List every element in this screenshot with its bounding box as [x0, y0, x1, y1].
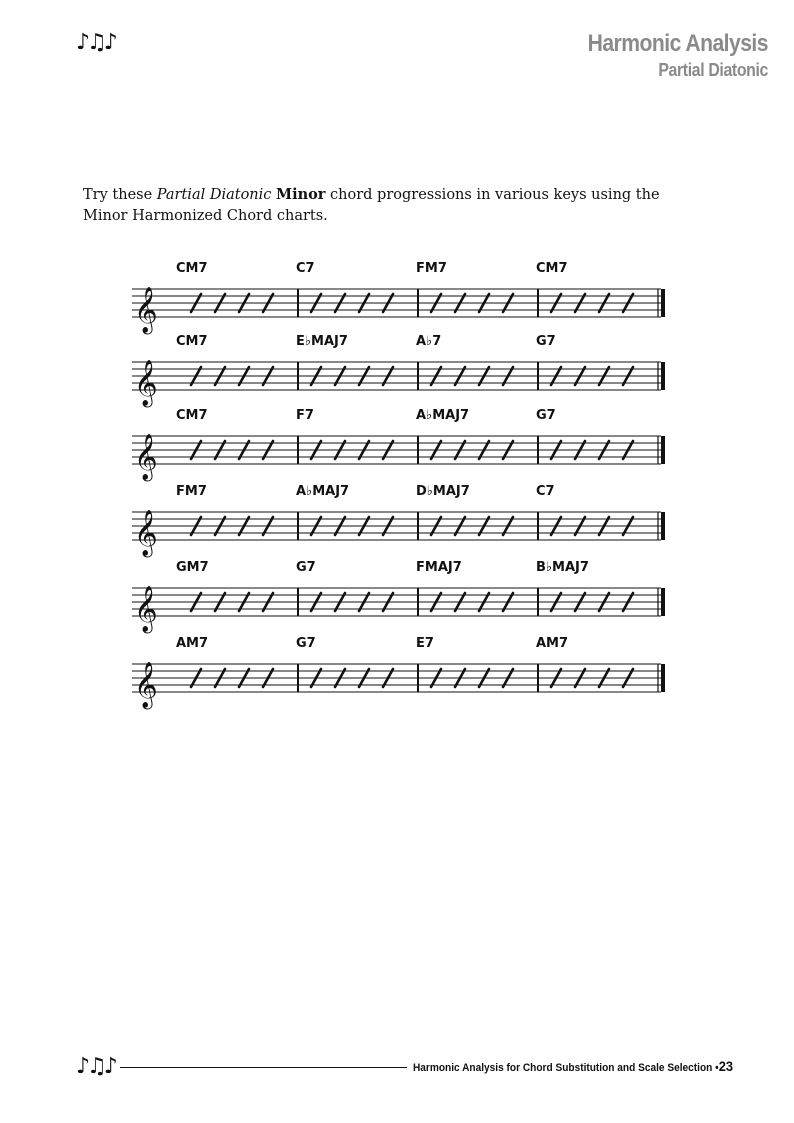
footer [413, 1058, 733, 1074]
staff-row [132, 261, 665, 335]
chord-symbol: FM7 [416, 261, 447, 276]
treble-clef-icon: 𝄞 [134, 662, 158, 708]
header-title: Harmonic Analysis [587, 30, 768, 57]
intro-italic: Partial Diatonic [156, 187, 272, 203]
final-barline-thick [661, 512, 665, 540]
chord-symbol: FM7 [176, 484, 207, 499]
chord-symbol: E♭MAJ7 [296, 334, 348, 349]
staff-row [132, 484, 665, 558]
chord-symbol: C7 [536, 484, 555, 499]
staff-row [132, 560, 665, 634]
footer-title: Harmonic Analysis for Chord Substitution and Scale Selection • [413, 1062, 719, 1074]
header-subtitle: Partial Diatonic [658, 60, 768, 80]
chord-symbol: A♭7 [416, 334, 442, 349]
chord-symbol: G7 [536, 334, 556, 349]
page-number: 23 [718, 1058, 734, 1074]
chord-symbol: F7 [296, 408, 314, 423]
chord-symbol: GM7 [176, 560, 209, 575]
chord-symbol: B♭MAJ7 [536, 560, 589, 575]
intro-text-1: Try these [83, 187, 157, 203]
staff-row [132, 408, 665, 482]
final-barline-thick [661, 588, 665, 616]
treble-clef-icon: 𝄞 [134, 434, 158, 480]
final-barline-thick [661, 289, 665, 317]
final-barline-thick [661, 664, 665, 692]
intro-bold: Minor [276, 186, 326, 203]
music-notes-icon: ♪♫♪ [76, 30, 115, 55]
chord-symbol: A♭MAJ7 [296, 484, 350, 499]
staff-row [132, 636, 665, 710]
treble-clef-icon: 𝄞 [134, 360, 158, 406]
chord-symbol: C7 [296, 261, 315, 276]
chord-symbol: A♭MAJ7 [416, 408, 470, 423]
final-barline-thick [661, 436, 665, 464]
intro-text-2: chord progressions in various keys using the Minor Harmonized Chord charts. [83, 187, 660, 224]
chord-symbol: G7 [296, 560, 316, 575]
staff-row [132, 334, 665, 408]
chord-symbol: D♭MAJ7 [416, 484, 470, 499]
chord-symbol: AM7 [176, 636, 209, 651]
final-barline-thick [661, 362, 665, 390]
chord-symbol: E7 [416, 636, 434, 651]
treble-clef-icon: 𝄞 [134, 586, 158, 632]
chord-symbol: CM7 [536, 261, 568, 276]
chord-symbol: FMAJ7 [416, 560, 462, 575]
chord-symbol: CM7 [176, 408, 208, 423]
treble-clef-icon: 𝄞 [134, 287, 158, 333]
chord-symbol: CM7 [176, 334, 208, 349]
treble-clef-icon: 𝄞 [134, 510, 158, 556]
music-notes-icon: ♪♫♪ [76, 1054, 115, 1079]
chord-symbol: AM7 [536, 636, 569, 651]
chord-symbol: G7 [296, 636, 316, 651]
chord-symbol: CM7 [176, 261, 208, 276]
footer-rule [120, 1067, 407, 1068]
chord-symbol: G7 [536, 408, 556, 423]
